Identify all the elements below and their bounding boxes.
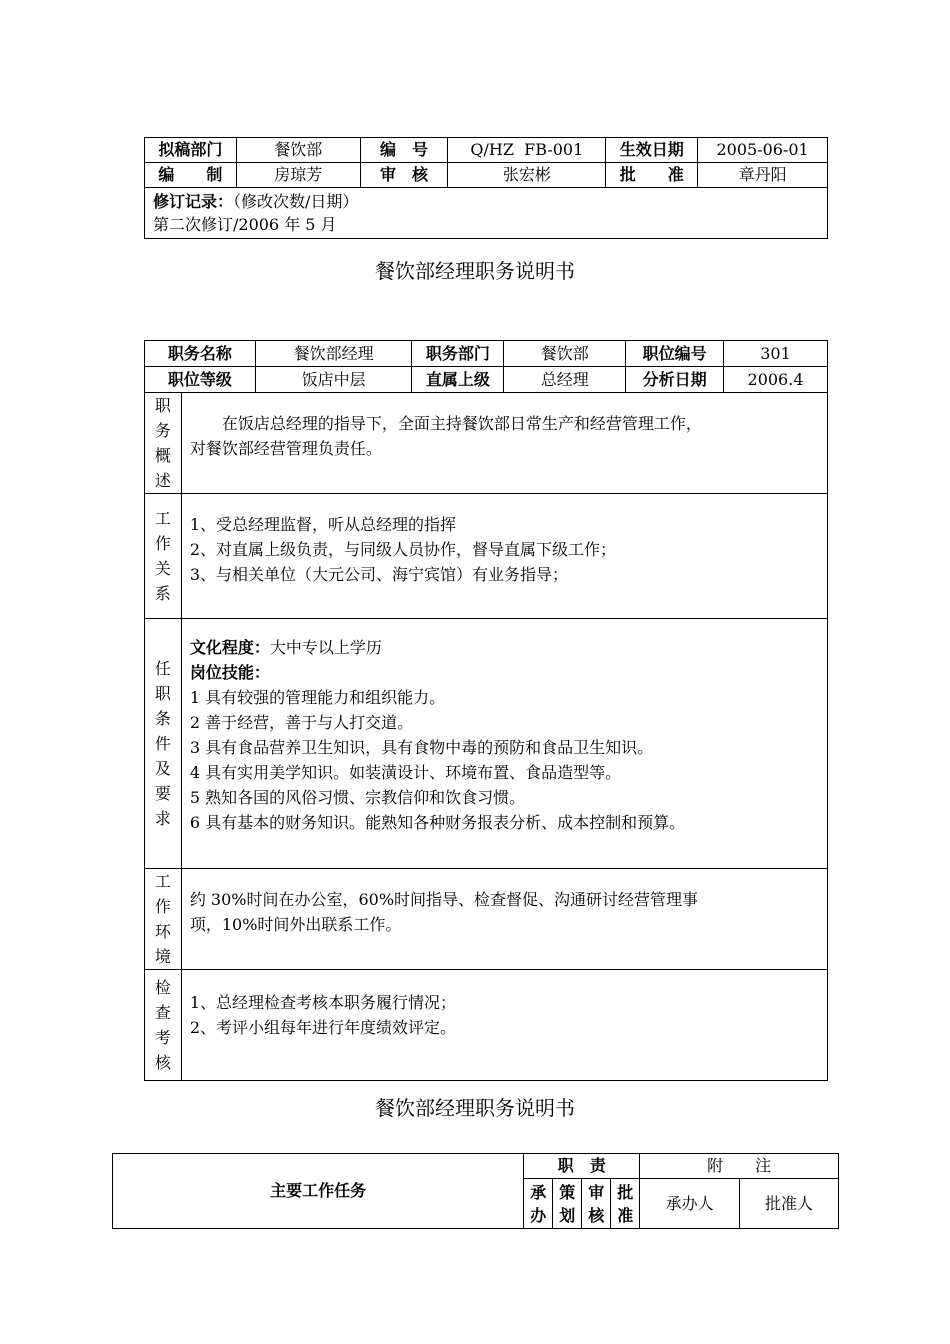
analysis-date-value: 2006.4 <box>724 367 828 393</box>
superior-label: 直属上级 <box>412 367 504 393</box>
overview-label: 职 务 概 述 <box>145 393 182 494</box>
document-header-table <box>144 137 828 239</box>
compile-label: 编 制 <box>145 163 237 188</box>
draft-dept-value: 餐饮部 <box>236 138 360 163</box>
approve-column: 批 准 <box>611 1179 640 1229</box>
plan-column: 策 划 <box>553 1179 582 1229</box>
assessment-label: 检 查 考 核 <box>145 970 182 1081</box>
requirements-label: 任 职 条 件 及 要 求 <box>145 619 182 869</box>
task-table <box>112 1153 839 1229</box>
approver-label: 批准人 <box>740 1179 839 1229</box>
job-name-label: 职务名称 <box>145 341 256 367</box>
number-label: 编 号 <box>360 138 448 163</box>
handler-label: 承办人 <box>640 1179 740 1229</box>
job-name-value: 餐饮部经理 <box>255 341 412 367</box>
document-title: 餐饮部经理职务说明书 <box>375 259 575 283</box>
job-level-value: 饭店中层 <box>255 367 412 393</box>
education-value: 大中专以上学历 <box>269 637 382 657</box>
job-code-value: 301 <box>724 341 828 367</box>
review-label: 审 核 <box>360 163 448 188</box>
revision-record <box>145 188 828 239</box>
effective-date-value: 2005-06-01 <box>698 138 828 163</box>
job-code-label: 职位编号 <box>626 341 724 367</box>
environment-label: 工 作 环 境 <box>145 869 182 970</box>
job-description-table <box>144 340 828 1081</box>
requirements-content: 文化程度：大中专以上学历 岗位技能： 1 具有较强的管理能力和组织能力。 2 善于经营，善于与人打交道。 3 具有食品营养卫生知识，具有食物中毒的预防和食品卫生知识。 4 具有实用美学知识。如装潢设计、环境布置、食品造型等。 5 熟知各国的风俗习惯、宗教信仰和饮食习惯。 6 具有基本的财务知识。能熟知各种财务报表分析、成本控制和预算。 <box>181 619 827 869</box>
environment-content: 约 30%时间在办公室，60%时间指导、检查督促、沟通研讨经营管理事 项，10%时间外出联系工作。 <box>181 869 827 970</box>
document-title-2: 餐饮部经理职务说明书 <box>375 1096 575 1120</box>
compile-value: 房琼芳 <box>236 163 360 188</box>
draft-dept-label: 拟稿部门 <box>145 138 237 163</box>
superior-value: 总经理 <box>504 367 626 393</box>
approve-value: 章丹阳 <box>698 163 828 188</box>
main-task-label: 主要工作任务 <box>113 1154 524 1229</box>
approve-label: 批 准 <box>606 163 698 188</box>
education-label: 文化程度： <box>189 637 270 657</box>
job-dept-label: 职务部门 <box>412 341 504 367</box>
effective-date-label: 生效日期 <box>606 138 698 163</box>
job-level-label: 职位等级 <box>145 367 256 393</box>
note-label: 附 注 <box>640 1154 839 1179</box>
relations-content: 1、受总经理监督，听从总经理的指挥 2、对直属上级负责，与同级人员协作，督导直属下级工作； 3、与相关单位（大元公司、海宁宾馆）有业务指导； <box>181 494 827 619</box>
relations-label: 工 作 关 系 <box>145 494 182 619</box>
handle-column: 承 办 <box>524 1179 553 1229</box>
overview-content: 在饭店总经理的指导下，全面主持餐饮部日常生产和经营管理工作， 对餐饮部经营管理负责任。 <box>181 393 827 494</box>
duty-label: 职 责 <box>524 1154 640 1179</box>
analysis-date-label: 分析日期 <box>626 367 724 393</box>
skills-label: 岗位技能： <box>189 662 270 682</box>
review-column: 审 核 <box>582 1179 611 1229</box>
number-value: Q/HZ FB-001 <box>448 138 606 163</box>
revision-value: 第二次修订/2006 年 5 月 <box>153 215 337 234</box>
revision-label: 修订记录： <box>153 192 234 211</box>
job-dept-value: 餐饮部 <box>504 341 626 367</box>
revision-hint: （修改次数/日期） <box>233 192 359 211</box>
assessment-content: 1、总经理检查考核本职务履行情况； 2、考评小组每年进行年度绩效评定。 <box>181 970 827 1081</box>
review-value: 张宏彬 <box>448 163 606 188</box>
